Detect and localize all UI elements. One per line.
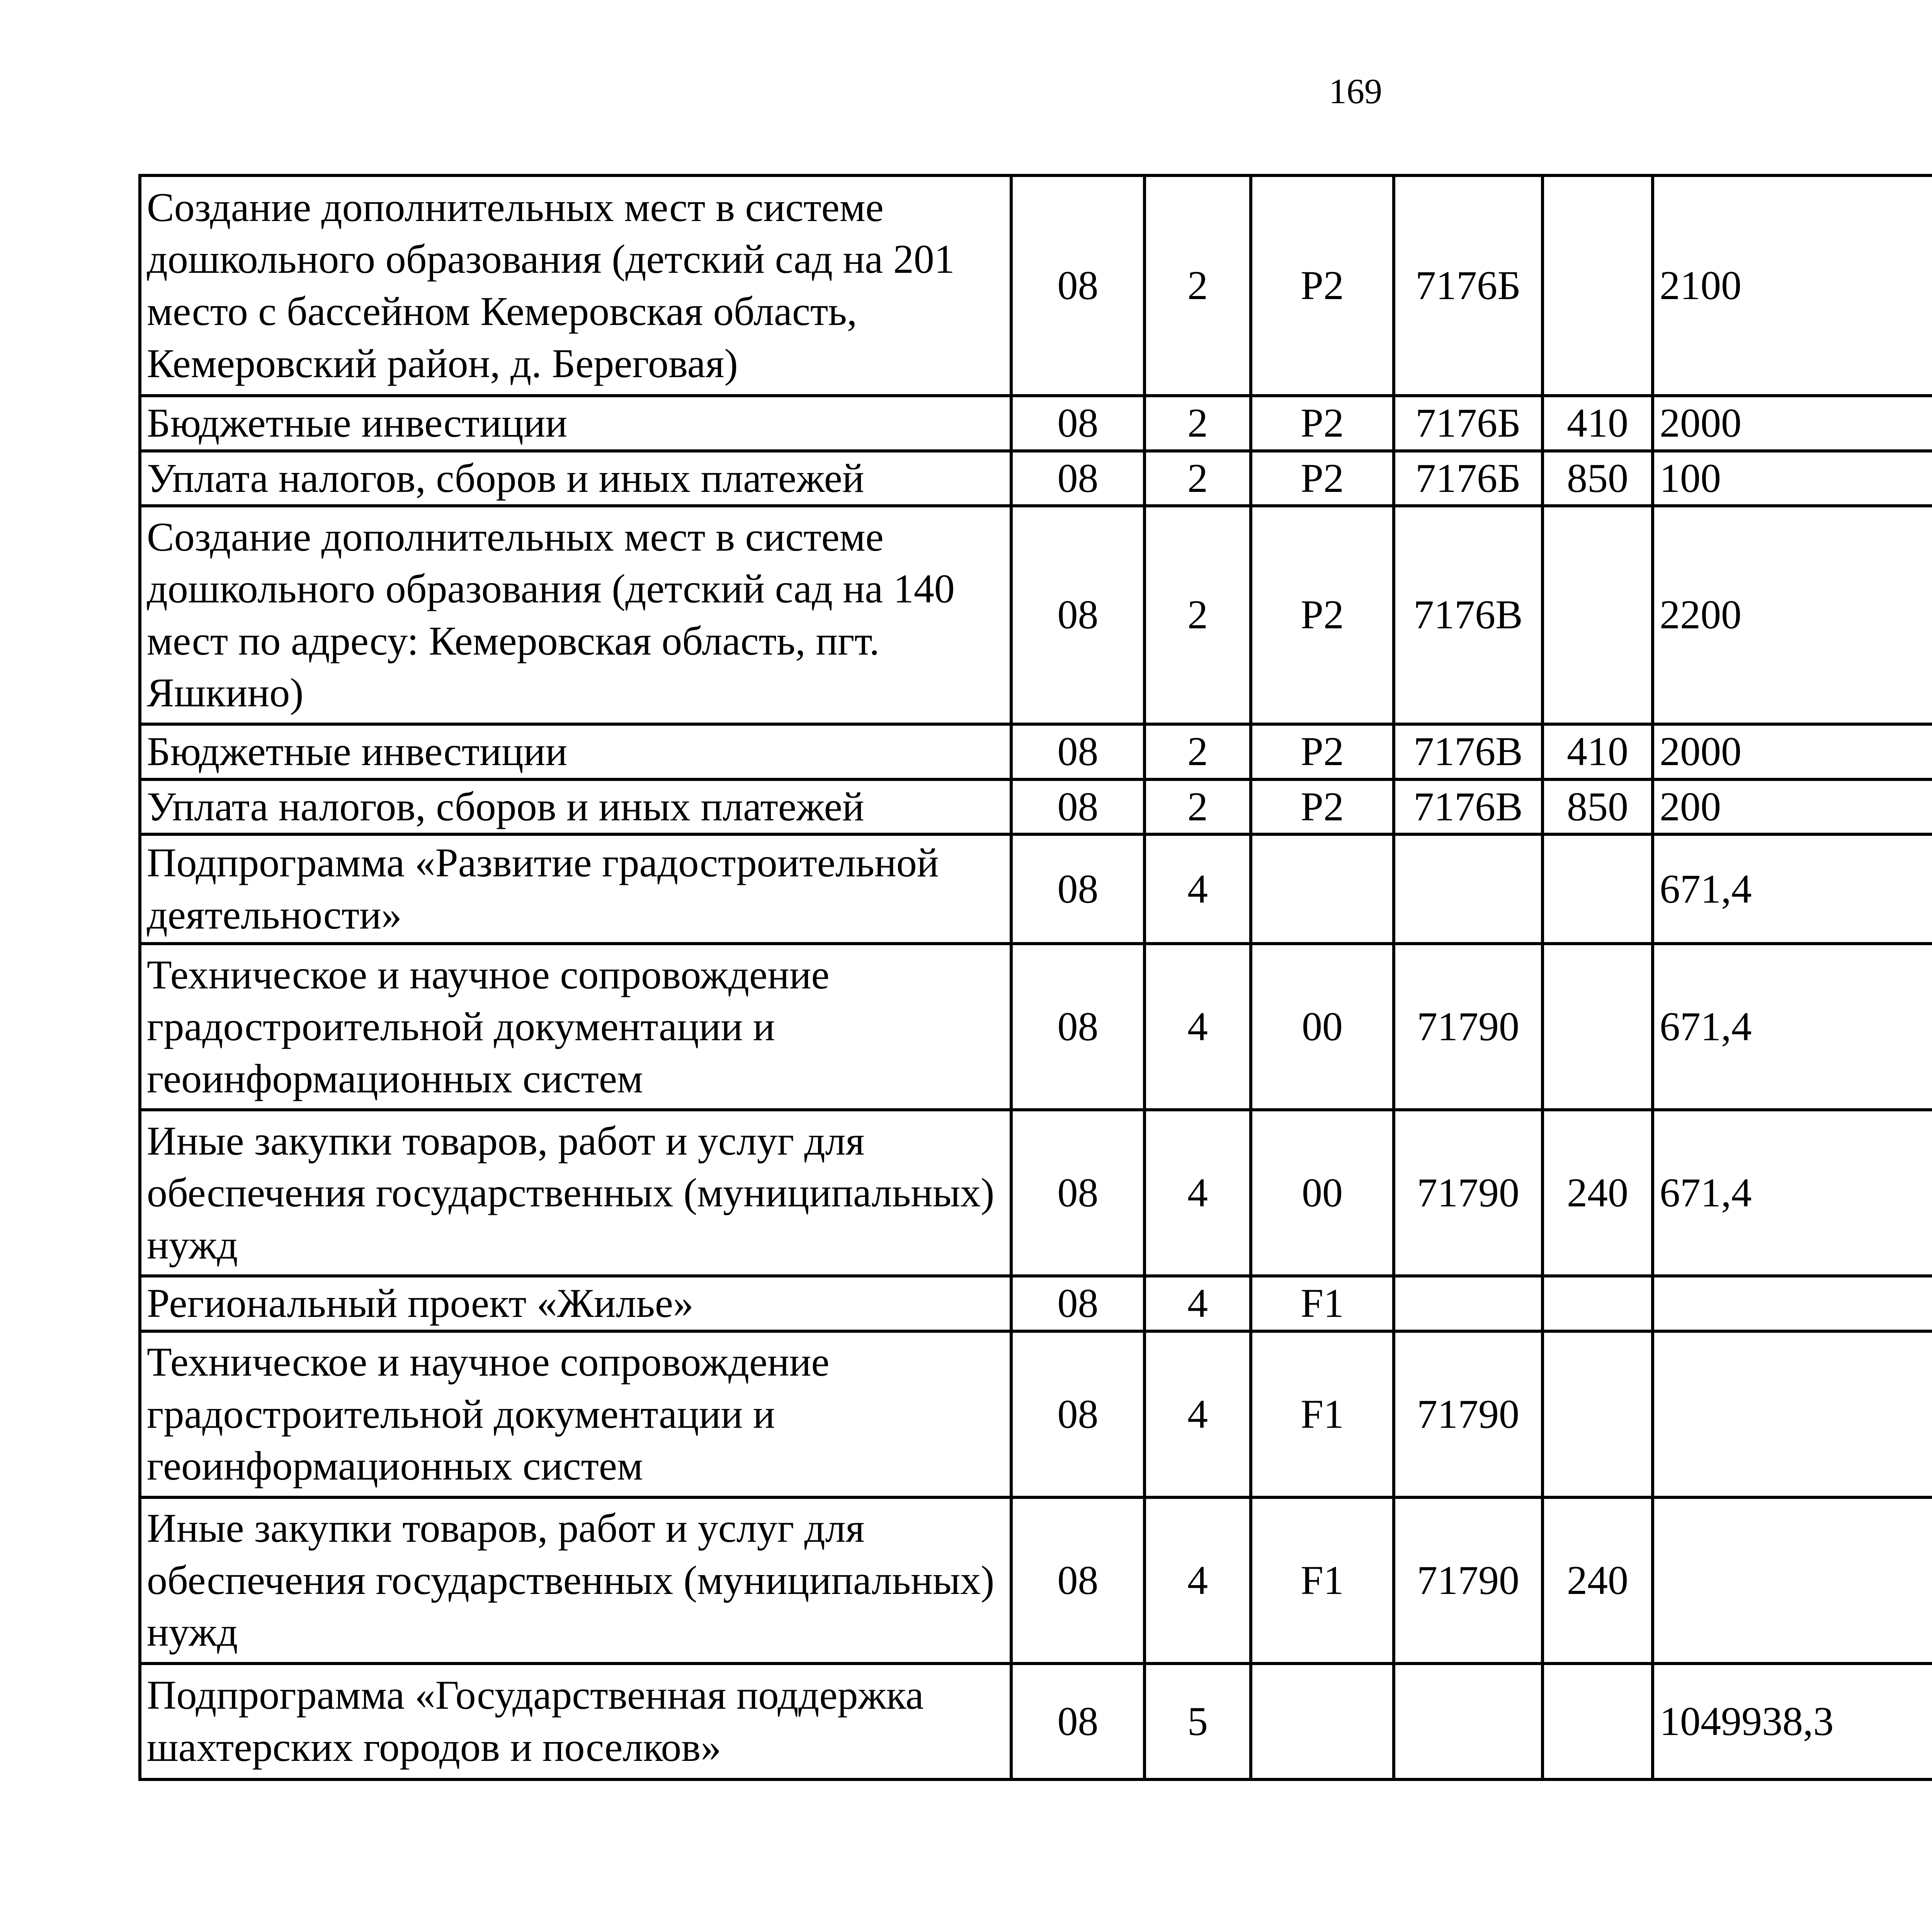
direction-code-cell: 7176В	[1394, 779, 1543, 835]
amount-year-1-cell: 2000	[1653, 396, 1932, 451]
page-number: 169	[1329, 71, 1382, 111]
section-code-cell: 08	[1011, 1664, 1145, 1779]
project-code-cell: F1	[1251, 1331, 1394, 1497]
project-code-cell: Р2	[1251, 175, 1394, 396]
row-name-cell: Уплата налогов, сборов и иных платежей	[140, 451, 1011, 506]
table-row	[140, 944, 1932, 1110]
section-code-cell: 08	[1011, 724, 1145, 779]
amount-year-1-cell: 2200	[1653, 506, 1932, 724]
subprogram-code-cell: 2	[1145, 724, 1251, 779]
table-row	[140, 1497, 1932, 1664]
amount-year-1-cell	[1653, 1276, 1932, 1331]
budget-table	[138, 174, 1932, 1781]
project-code-cell: F1	[1251, 1276, 1394, 1331]
direction-code-cell: 7176В	[1394, 724, 1543, 779]
section-code-cell: 08	[1011, 396, 1145, 451]
amount-year-1-cell: 2100	[1653, 175, 1932, 396]
row-name-cell: Иные закупки товаров, работ и услуг для обеспечения государственных (муниципальных) нужд	[140, 1497, 1011, 1664]
table-row	[140, 1664, 1932, 1779]
section-code-cell: 08	[1011, 1110, 1145, 1276]
subprogram-code-cell: 4	[1145, 1276, 1251, 1331]
subprogram-code-cell: 2	[1145, 506, 1251, 724]
amount-year-1-cell: 100	[1653, 451, 1932, 506]
amount-year-1-cell: 1049938,3	[1653, 1664, 1932, 1779]
row-name-cell: Техническое и научное сопровождение градостроительной документации и геоинформационных систем	[140, 1331, 1011, 1497]
table-row	[140, 175, 1932, 396]
direction-code-cell: 7176Б	[1394, 175, 1543, 396]
table-row	[140, 1331, 1932, 1497]
direction-code-cell: 71790	[1394, 1497, 1543, 1664]
project-code-cell: Р2	[1251, 779, 1394, 835]
expense-type-cell	[1543, 175, 1653, 396]
direction-code-cell	[1394, 834, 1543, 944]
section-code-cell: 08	[1011, 779, 1145, 835]
project-code-cell: Р2	[1251, 451, 1394, 506]
direction-code-cell: 7176Б	[1394, 451, 1543, 506]
table-row	[140, 1110, 1932, 1276]
expense-type-cell	[1543, 506, 1653, 724]
subprogram-code-cell: 4	[1145, 1110, 1251, 1276]
table-row	[140, 396, 1932, 451]
section-code-cell: 08	[1011, 1331, 1145, 1497]
project-code-cell: Р2	[1251, 396, 1394, 451]
expense-type-cell: 850	[1543, 779, 1653, 835]
table-row	[140, 451, 1932, 506]
direction-code-cell: 71790	[1394, 944, 1543, 1110]
project-code-cell	[1251, 1664, 1394, 1779]
row-name-cell: Бюджетные инвестиции	[140, 724, 1011, 779]
amount-year-1-cell: 671,4	[1653, 1110, 1932, 1276]
expense-type-cell	[1543, 944, 1653, 1110]
expense-type-cell: 850	[1543, 451, 1653, 506]
amount-year-1-cell	[1653, 1497, 1932, 1664]
expense-type-cell	[1543, 1331, 1653, 1497]
expense-type-cell: 410	[1543, 724, 1653, 779]
amount-year-1-cell: 2000	[1653, 724, 1932, 779]
amount-year-1-cell	[1653, 1331, 1932, 1497]
direction-code-cell	[1394, 1664, 1543, 1779]
table-row	[140, 1276, 1932, 1331]
row-name-cell: Подпрограмма «Государственная поддержка шахтерских городов и поселков»	[140, 1664, 1011, 1779]
table-row	[140, 506, 1932, 724]
subprogram-code-cell: 4	[1145, 834, 1251, 944]
section-code-cell: 08	[1011, 944, 1145, 1110]
project-code-cell	[1251, 834, 1394, 944]
expense-type-cell	[1543, 1276, 1653, 1331]
row-name-cell: Уплата налогов, сборов и иных платежей	[140, 779, 1011, 835]
expense-type-cell: 410	[1543, 396, 1653, 451]
subprogram-code-cell: 2	[1145, 451, 1251, 506]
subprogram-code-cell: 2	[1145, 175, 1251, 396]
subprogram-code-cell: 5	[1145, 1664, 1251, 1779]
amount-year-1-cell: 671,4	[1653, 834, 1932, 944]
expense-type-cell: 240	[1543, 1110, 1653, 1276]
table-row	[140, 724, 1932, 779]
direction-code-cell: 71790	[1394, 1331, 1543, 1497]
subprogram-code-cell: 4	[1145, 1497, 1251, 1664]
project-code-cell: Р2	[1251, 724, 1394, 779]
direction-code-cell: 7176В	[1394, 506, 1543, 724]
section-code-cell: 08	[1011, 834, 1145, 944]
row-name-cell: Создание дополнительных мест в системе дошкольного образования (детский сад на 140 мест по адресу: Кемеровская область, пгт. Яшкино)	[140, 506, 1011, 724]
section-code-cell: 08	[1011, 451, 1145, 506]
table-row	[140, 834, 1932, 944]
subprogram-code-cell: 2	[1145, 396, 1251, 451]
project-code-cell: 00	[1251, 1110, 1394, 1276]
expense-type-cell	[1543, 834, 1653, 944]
row-name-cell: Подпрограмма «Развитие градостроительной деятельности»	[140, 834, 1011, 944]
direction-code-cell	[1394, 1276, 1543, 1331]
amount-year-1-cell: 200	[1653, 779, 1932, 835]
section-code-cell: 08	[1011, 175, 1145, 396]
section-code-cell: 08	[1011, 1276, 1145, 1331]
row-name-cell: Региональный проект «Жилье»	[140, 1276, 1011, 1331]
subprogram-code-cell: 4	[1145, 1331, 1251, 1497]
direction-code-cell: 71790	[1394, 1110, 1543, 1276]
row-name-cell: Иные закупки товаров, работ и услуг для обеспечения государственных (муниципальных) нужд	[140, 1110, 1011, 1276]
expense-type-cell: 240	[1543, 1497, 1653, 1664]
direction-code-cell: 7176Б	[1394, 396, 1543, 451]
amount-year-1-cell: 671,4	[1653, 944, 1932, 1110]
row-name-cell: Техническое и научное сопровождение градостроительной документации и геоинформационных систем	[140, 944, 1011, 1110]
table-body	[140, 175, 1932, 1779]
project-code-cell: F1	[1251, 1497, 1394, 1664]
project-code-cell: 00	[1251, 944, 1394, 1110]
row-name-cell: Создание дополнительных мест в системе дошкольного образования (детский сад на 201 место с бассейном Кемеровская область, Кемеровский район, д. Береговая)	[140, 175, 1011, 396]
expense-type-cell	[1543, 1664, 1653, 1779]
section-code-cell: 08	[1011, 1497, 1145, 1664]
row-name-cell: Бюджетные инвестиции	[140, 396, 1011, 451]
table-row	[140, 779, 1932, 835]
subprogram-code-cell: 4	[1145, 944, 1251, 1110]
section-code-cell: 08	[1011, 506, 1145, 724]
project-code-cell: Р2	[1251, 506, 1394, 724]
subprogram-code-cell: 2	[1145, 779, 1251, 835]
